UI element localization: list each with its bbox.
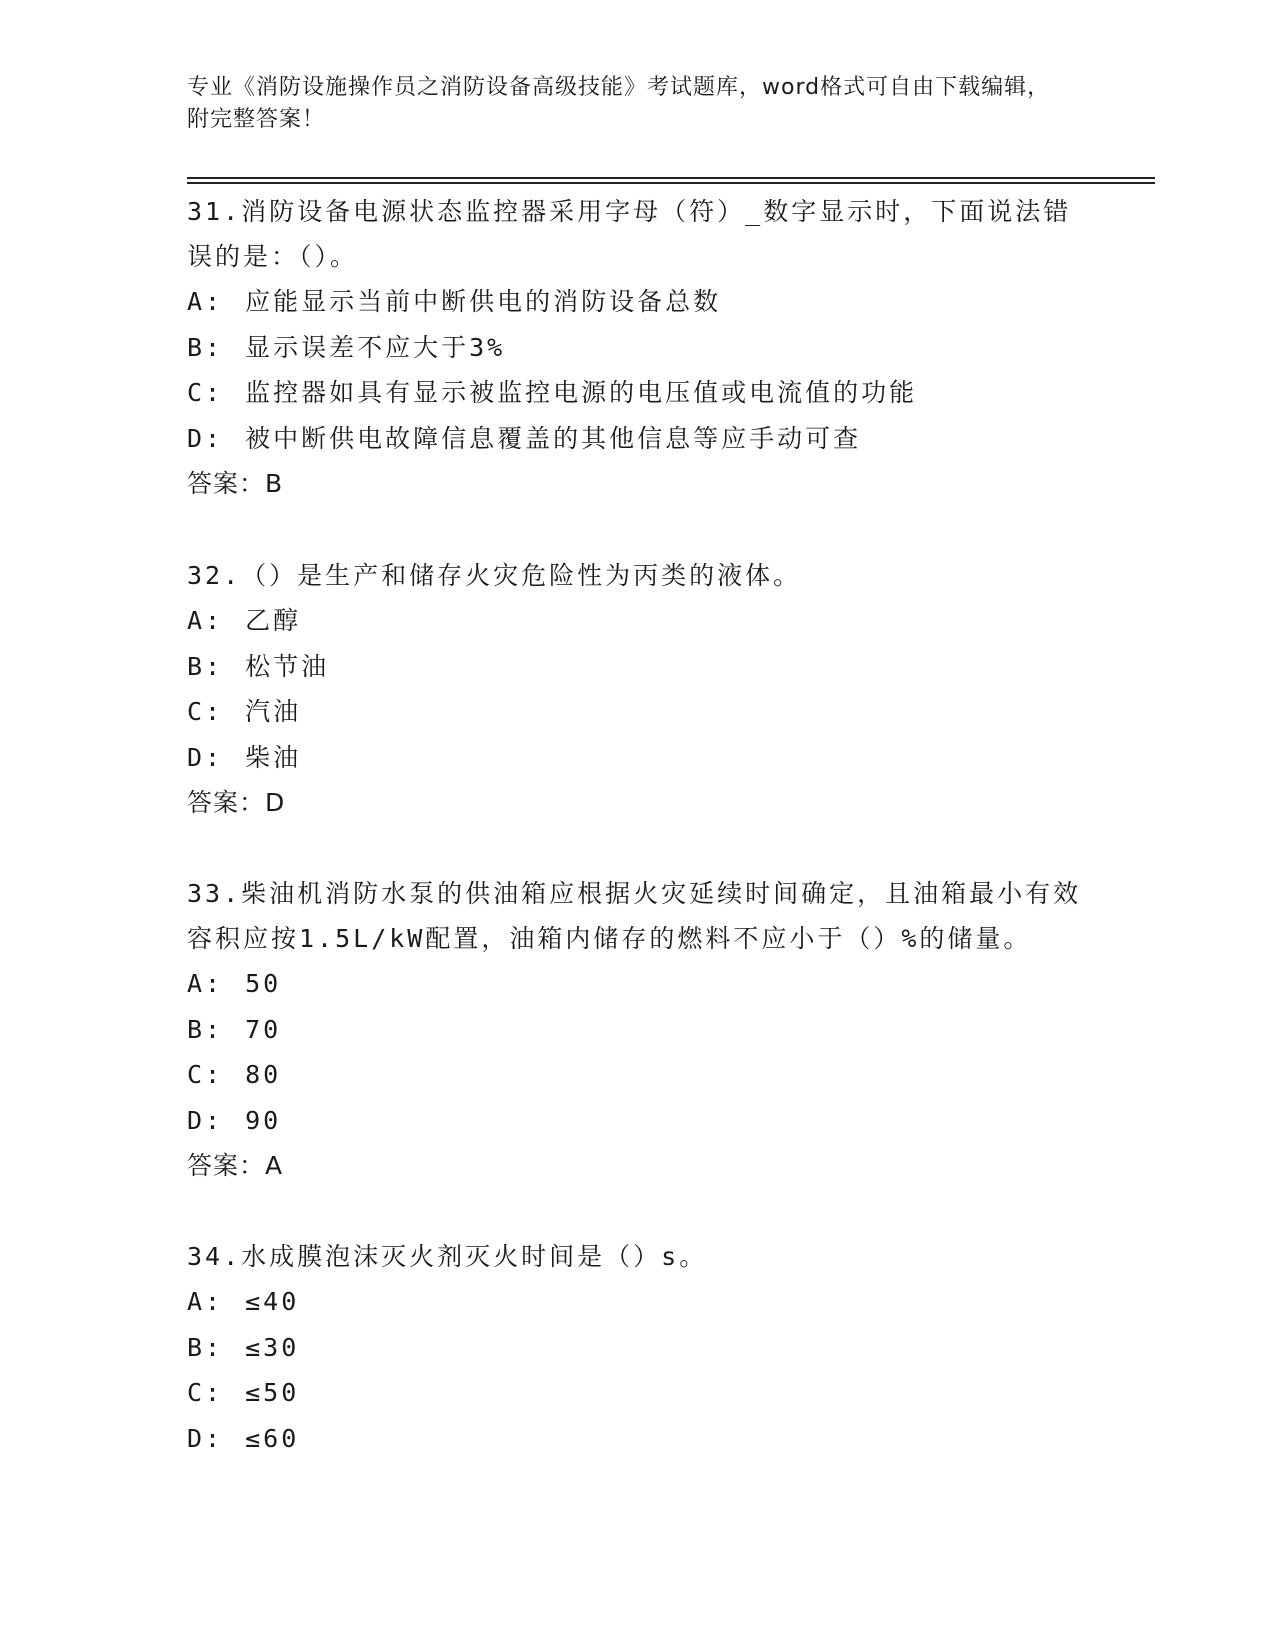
option-d: [187, 1098, 1087, 1144]
option-d: [187, 735, 1087, 781]
option-letter: C:: [187, 1060, 224, 1089]
option-text: 柴油: [245, 742, 302, 772]
option-b: [187, 325, 1087, 371]
option-a: [187, 961, 1087, 1007]
option-letter: B:: [187, 332, 224, 362]
option-c: [187, 370, 1087, 416]
option-letter: D:: [187, 742, 224, 772]
header-divider-bottom: [187, 182, 1155, 184]
option-letter: A:: [187, 287, 224, 316]
question-31: [187, 189, 1087, 506]
question-stem: 31.消防设备电源状态监控器采用字母（符）_数字显示时，下面说法错误的是：（）。: [187, 197, 1072, 271]
option-a: [187, 279, 1087, 325]
option-letter: C:: [187, 697, 224, 726]
option-c: [187, 1052, 1087, 1098]
option-b: [187, 1325, 1087, 1371]
option-text: 90: [245, 1105, 282, 1135]
option-c: [187, 1370, 1087, 1416]
question-stem: 34.水成膜泡沫灭火剂灭火时间是（）s。: [187, 1242, 708, 1271]
question-stem: 32.（）是生产和储存火灾危险性为丙类的液体。: [187, 561, 802, 590]
option-a: [187, 1279, 1087, 1325]
option-text: ≤30: [245, 1332, 300, 1362]
option-d: [187, 1416, 1087, 1462]
header-divider-top: [187, 177, 1155, 179]
option-letter: B:: [187, 651, 224, 681]
option-text: ≤50: [245, 1378, 300, 1407]
question-32: [187, 553, 1087, 825]
option-c: [187, 689, 1087, 735]
option-letter: D:: [187, 423, 224, 453]
option-text: 汽油: [245, 697, 302, 726]
option-text: 被中断供电故障信息覆盖的其他信息等应手动可查: [245, 423, 862, 453]
option-letter: C:: [187, 378, 224, 407]
answer-line: 答案：A: [187, 1151, 284, 1180]
answer-line: 答案：B: [187, 469, 284, 498]
option-letter: B:: [187, 1014, 224, 1044]
option-letter: A:: [187, 606, 224, 635]
option-text: 50: [245, 969, 282, 998]
option-text: 乙醇: [245, 606, 302, 635]
option-text: 松节油: [245, 651, 330, 681]
option-text: ≤40: [245, 1287, 300, 1316]
option-b: [187, 644, 1087, 690]
option-text: 应能显示当前中断供电的消防设备总数: [245, 287, 722, 316]
option-text: ≤60: [245, 1423, 300, 1453]
option-text: 80: [245, 1060, 282, 1089]
option-letter: B:: [187, 1332, 224, 1362]
option-letter: A:: [187, 1287, 224, 1316]
option-letter: D:: [187, 1105, 224, 1135]
option-b: [187, 1007, 1087, 1053]
answer-line: 答案：D: [187, 788, 286, 817]
question-34: [187, 1234, 1087, 1461]
document-header: 专业《消防设施操作员之消防设备高级技能》考试题库，word格式可自由下载编辑，附完整答案！: [187, 75, 1051, 132]
option-letter: D:: [187, 1423, 224, 1453]
option-text: 70: [245, 1014, 282, 1044]
option-letter: A:: [187, 969, 224, 998]
option-text: 显示误差不应大于3%: [245, 332, 506, 362]
question-stem: 33.柴油机消防水泵的供油箱应根据火灾延续时间确定，且油箱最小有效容积应按1.5L/kW配置，油箱内储存的燃料不应小于（）%的储量。: [187, 879, 1082, 953]
option-text: 监控器如具有显示被监控电源的电压值或电流值的功能: [245, 378, 918, 407]
option-a: [187, 598, 1087, 644]
question-33: [187, 871, 1087, 1188]
option-letter: C:: [187, 1378, 224, 1407]
option-d: [187, 416, 1087, 462]
